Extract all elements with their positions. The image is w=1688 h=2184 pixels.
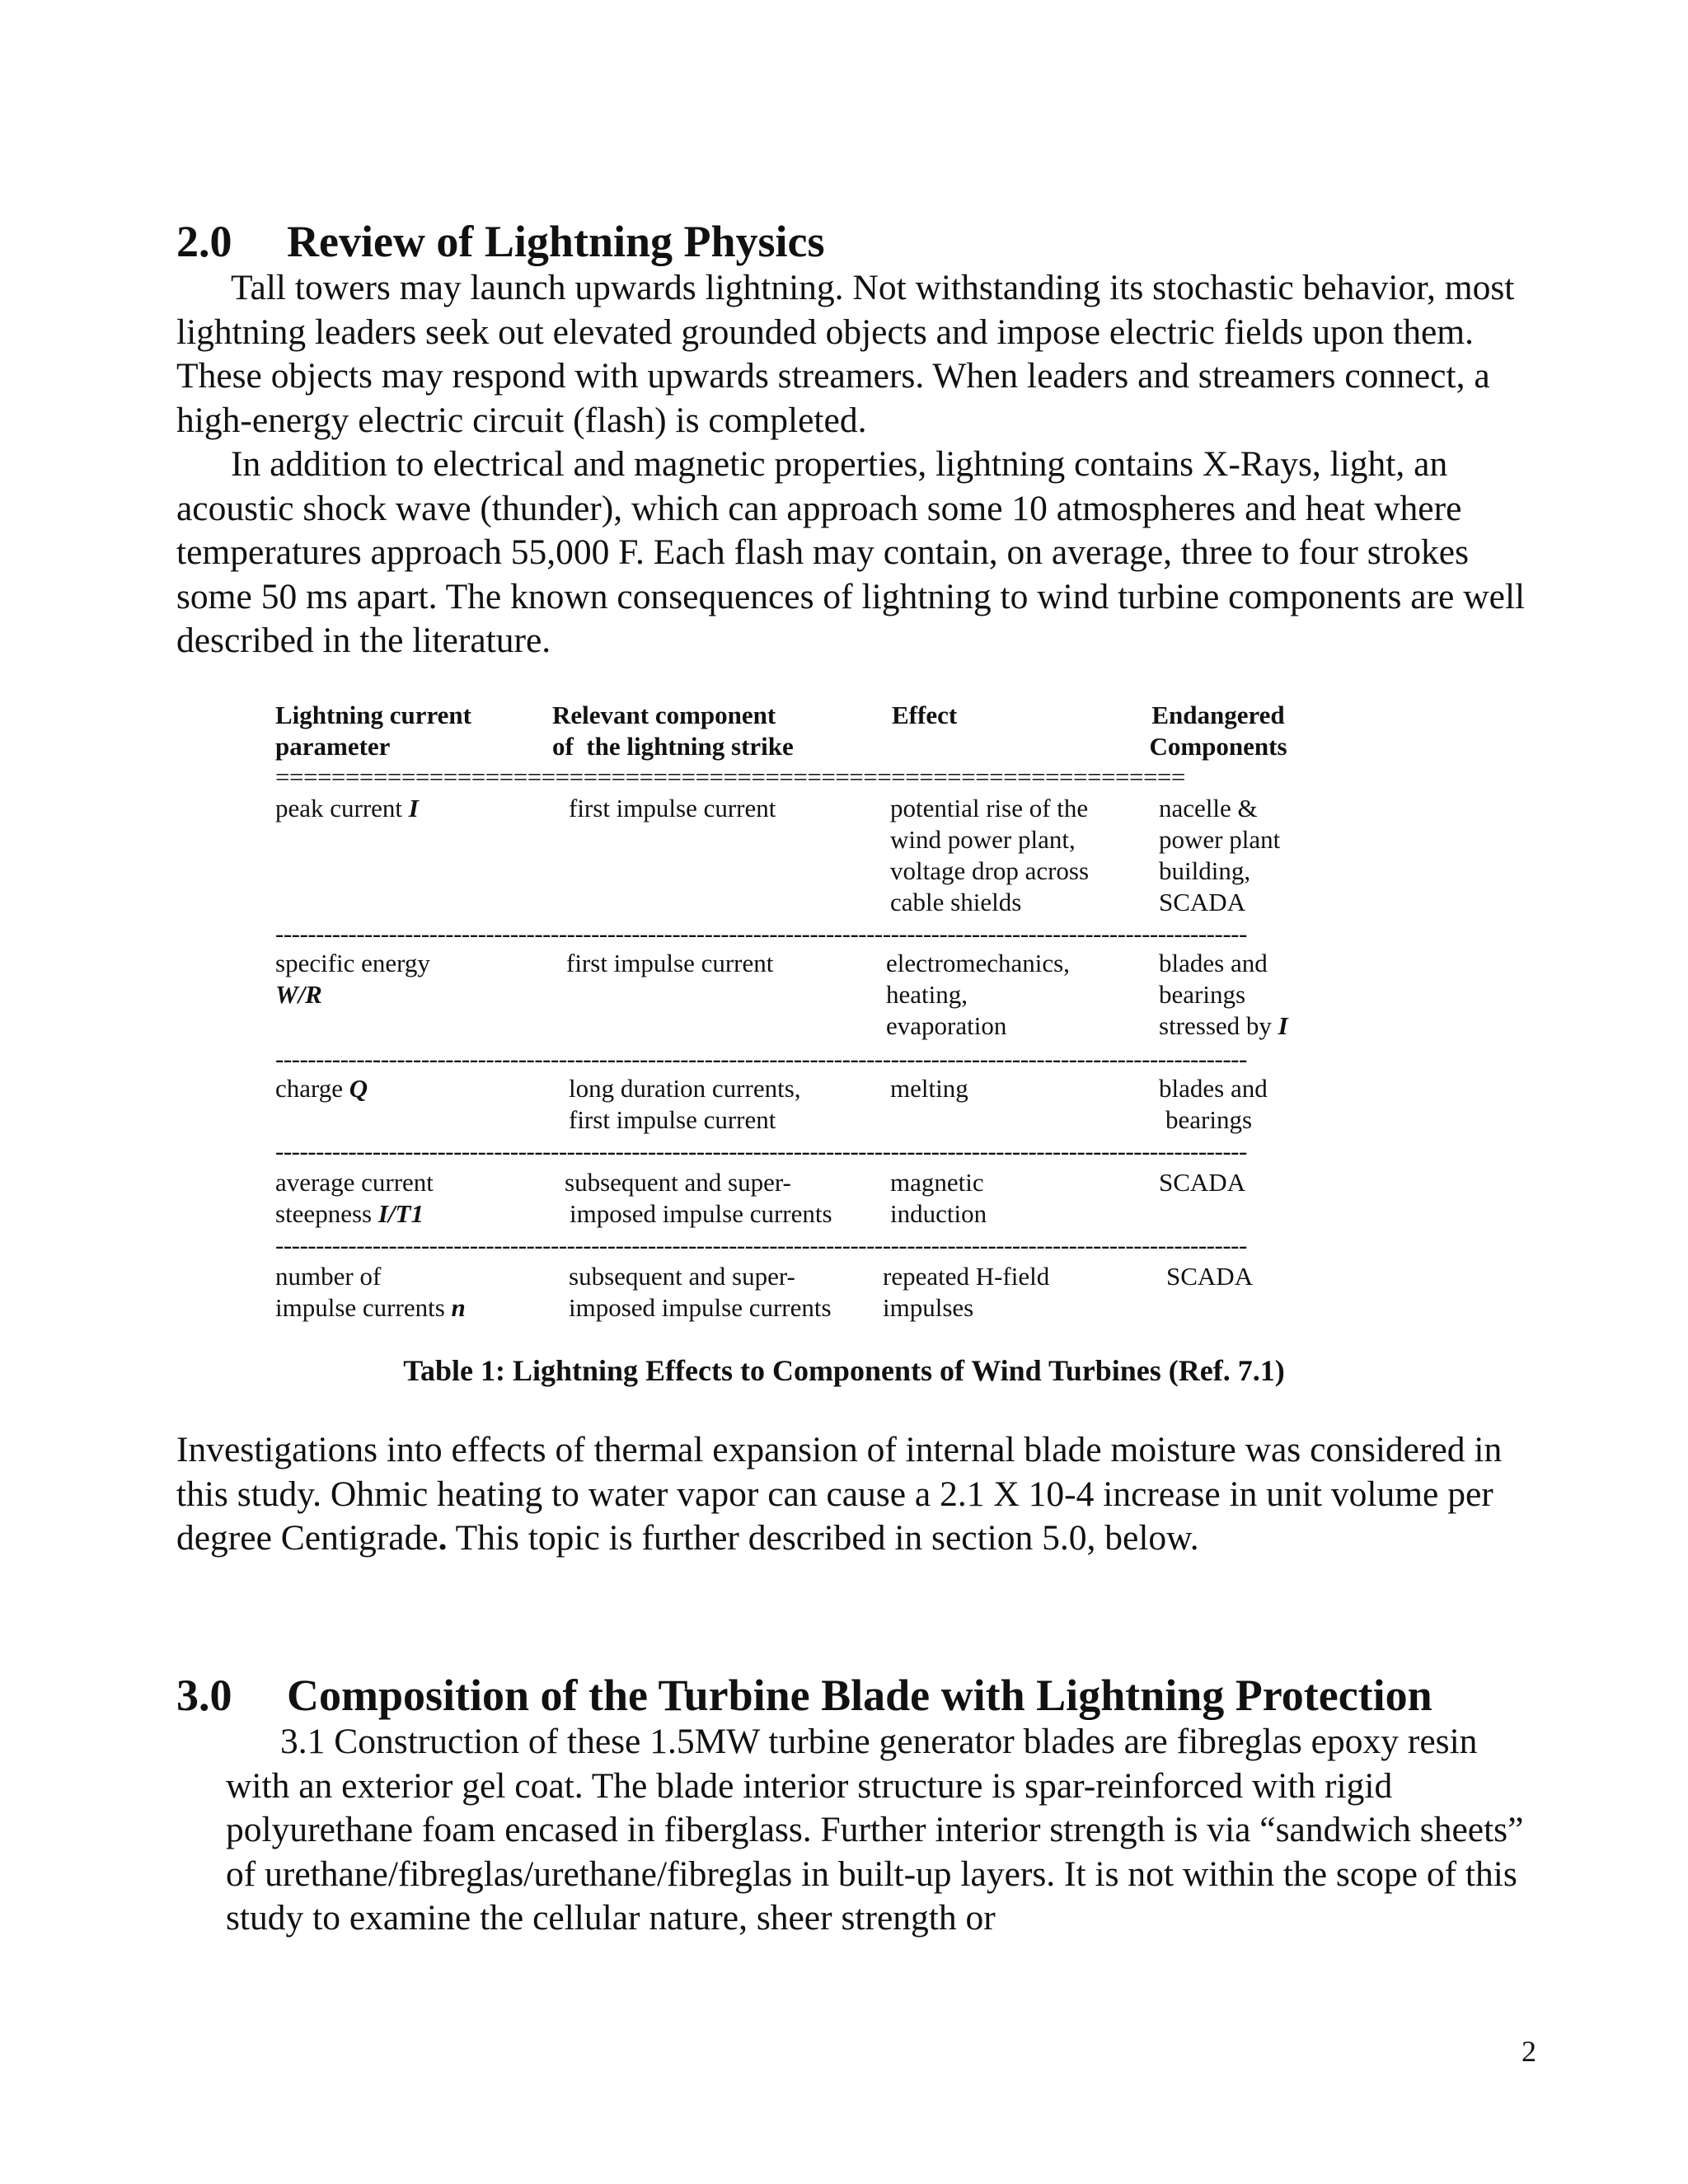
section-2-number: 2.0 — [176, 217, 232, 266]
row-3-component: long duration currents, first impulse current — [569, 1074, 801, 1134]
table-rule-2: ------------------------------------------------------------------------------------------------------------------------ — [275, 1047, 1247, 1071]
row-1-effect: potential rise of the wind power plant, voltage drop across cable shields — [890, 794, 1090, 916]
row-3-effect: melting — [890, 1074, 968, 1103]
row-2-parameter: specific energy W/R — [275, 949, 430, 1009]
row-5-component: subsequent and super- imposed impulse currents — [569, 1262, 832, 1322]
table-caption: Table 1: Lightning Effects to Components of Wind Turbines (Ref. 7.1) — [403, 1354, 1285, 1387]
table-header-endangered: Endangered Components — [1149, 701, 1287, 761]
table-header-parameter: Lightning current parameter — [275, 701, 471, 761]
moisture-paragraph-bold-period: . — [438, 1518, 448, 1558]
moisture-paragraph-text-b: This topic is further described in section 5.0, below. — [447, 1518, 1199, 1558]
table-header-component: Relevant component of the lightning strike — [552, 701, 794, 761]
moisture-paragraph — [176, 1428, 1536, 1561]
row-4-endangered: SCADA — [1159, 1168, 1246, 1197]
section-2-paragraph-2: In addition to electrical and magnetic properties, lightning contains X-Rays, light, an acoustic shock wave (thunder), which can approach some 10 atmospheres and heat where temperatures approach 55,000 F. Each flash may contain, on average, three to four strokes some 50 ms apart. The known consequences of lightning to wind turbine components are well described in the literature. — [176, 444, 1526, 660]
table-rule-1: ------------------------------------------------------------------------------------------------------------------------ — [275, 921, 1247, 946]
row-4-parameter: average current steepness I/T1 — [275, 1168, 434, 1228]
row-5-effect: repeated H-field impulses — [883, 1262, 1050, 1322]
row-2-endangered: blades and bearings stressed by I — [1159, 949, 1288, 1040]
row-3-endangered: blades and bearings — [1159, 1074, 1268, 1134]
table-double-rule: ================================================================= — [275, 765, 1185, 790]
row-4-component: subsequent and super- imposed impulse currents — [565, 1168, 832, 1228]
section-3-paragraph-1: 3.1 Construction of these 1.5MW turbine generator blades are fibreglas epoxy resin with an exterior gel coat. The blade interior structure is spar-reinforced with rigid polyurethane foam encased in fiberglass. Further interior strength is via “sandwich sheets” of urethane/fibreglas/urethane/fibreglas in built-up layers. It is not within the scope of this study to examine the cellular nature, sheer strength or — [226, 1722, 1524, 1938]
table-rule-3: ------------------------------------------------------------------------------------------------------------------------ — [275, 1139, 1247, 1164]
table-header-effect: Effect — [892, 701, 958, 729]
row-5-endangered: SCADA — [1166, 1262, 1254, 1291]
section-3-body — [226, 1720, 1536, 1941]
section-3-number: 3.0 — [176, 1671, 232, 1720]
moisture-paragraph-text-a: Investigations into effects of thermal expansion of internal blade moisture was considered in this study. Ohmic heating to water vapor can cause a 2.1 X 10-4 increase in unit volume per degree Centigrade — [176, 1430, 1503, 1558]
row-2-effect: electromechanics, heating, evaporation — [886, 949, 1070, 1040]
section-3-heading — [176, 1670, 1432, 1721]
section-2-paragraph-1: Tall towers may launch upwards lightning. Not withstanding its stochastic behavior, most lightning leaders seek out elevated grounded objects and impose electric fields upon them. These objects may respond with upwards streamers. When leaders and streamers connect, a high-energy electric circuit (flash) is completed. — [176, 268, 1515, 440]
section-2-title: Review of Lightning Physics — [287, 217, 825, 266]
row-1-parameter: peak current I — [275, 794, 419, 823]
row-2-component: first impulse current — [566, 949, 774, 977]
table-rule-4: ------------------------------------------------------------------------------------------------------------------------ — [275, 1233, 1247, 1258]
row-1-endangered: nacelle & power plant building, SCADA — [1159, 794, 1281, 916]
row-4-effect: magnetic induction — [890, 1168, 987, 1228]
row-5-parameter: number of impulse currents n — [275, 1262, 466, 1322]
section-3-title: Composition of the Turbine Blade with Lightning Protection — [287, 1671, 1432, 1720]
page-number: 2 — [1522, 2035, 1536, 2068]
row-1-component: first impulse current — [569, 794, 776, 823]
row-3-parameter: charge Q — [275, 1074, 368, 1103]
